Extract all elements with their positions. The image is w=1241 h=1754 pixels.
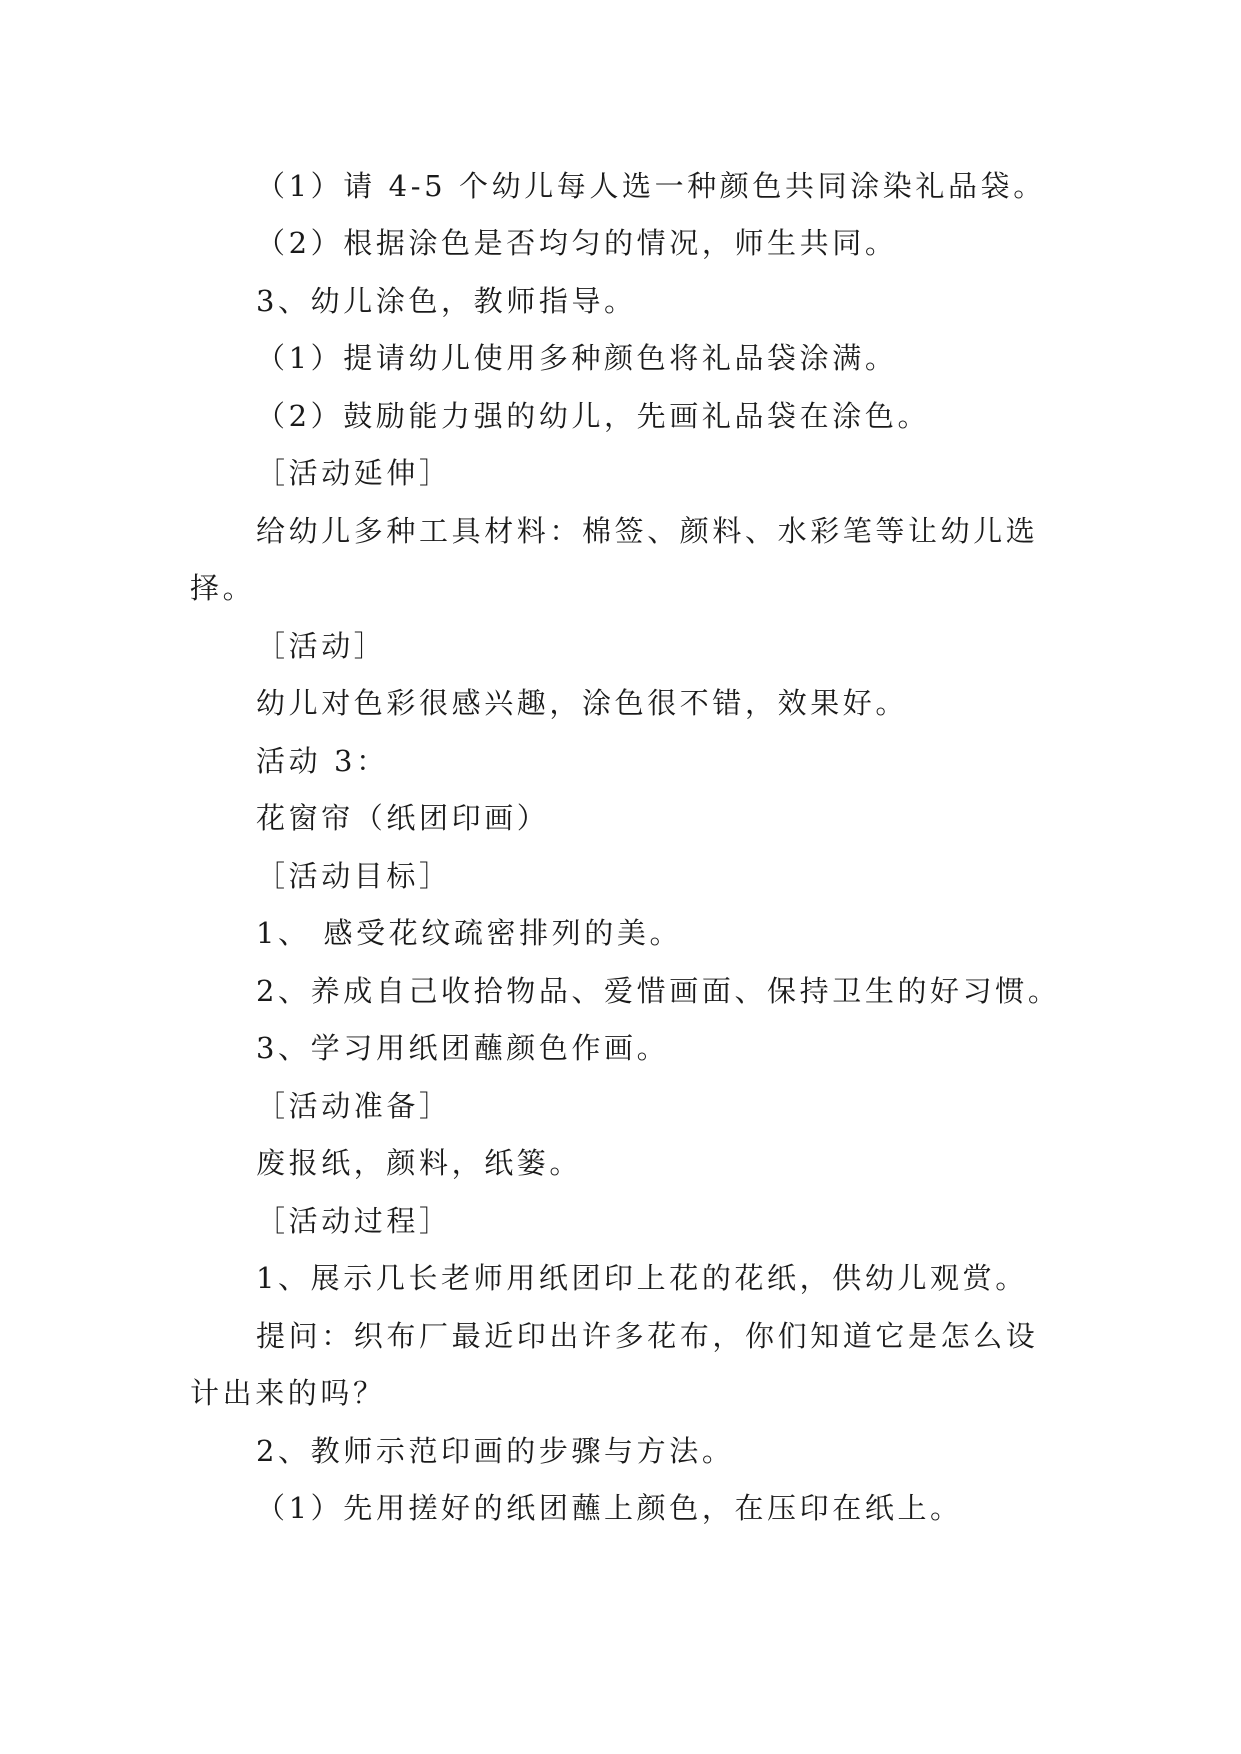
text-line: （2）鼓励能力强的幼儿，先画礼品袋在涂色。 bbox=[256, 399, 931, 433]
text-line: 3、学习用纸团蘸颜色作画。 bbox=[256, 1031, 670, 1065]
text-line: （1）提请幼儿使用多种颜色将礼品袋涂满。 bbox=[256, 341, 898, 375]
section-heading: ［活动］ bbox=[256, 629, 387, 663]
text-line: （1）先用搓好的纸团蘸上颜色，在压印在纸上。 bbox=[256, 1491, 963, 1525]
section-heading: ［活动过程］ bbox=[256, 1204, 452, 1238]
text-line: 2、教师示范印画的步骤与方法。 bbox=[256, 1434, 735, 1468]
section-heading: ［活动准备］ bbox=[256, 1089, 452, 1123]
text-line: （2）根据涂色是否均匀的情况，师生共同。 bbox=[256, 226, 898, 260]
text-line: （1）请 4-5 个幼儿每人选一种颜色共同涂染礼品袋。 bbox=[256, 169, 1046, 203]
text-line: 活动 3： bbox=[256, 744, 389, 778]
section-heading: ［活动延伸］ bbox=[256, 456, 452, 490]
text-line: 2、养成自己收拾物品、爱惜画面、保持卫生的好习惯。 bbox=[256, 974, 1061, 1008]
text-line: 给幼儿多种工具材料：棉签、颜料、水彩笔等让幼儿选 bbox=[256, 514, 1039, 548]
text-line: 花窗帘（纸团印画） bbox=[256, 801, 550, 835]
text-line: 择。 bbox=[190, 571, 256, 605]
text-line: 计出来的吗？ bbox=[190, 1376, 386, 1410]
text-line: 1、展示几长老师用纸团印上花的花纸，供幼儿观赏。 bbox=[256, 1261, 1028, 1295]
text-line: 幼儿对色彩很感兴趣，涂色很不错，效果好。 bbox=[256, 686, 909, 720]
text-line: 1、 感受花纹疏密排列的美。 bbox=[256, 916, 683, 950]
text-line: 提问：织布厂最近印出许多花布，你们知道它是怎么设 bbox=[256, 1319, 1039, 1353]
text-line: 废报纸，颜料，纸篓。 bbox=[256, 1146, 583, 1180]
text-line: 3、幼儿涂色，教师指导。 bbox=[256, 284, 637, 318]
section-heading: ［活动目标］ bbox=[256, 859, 452, 893]
